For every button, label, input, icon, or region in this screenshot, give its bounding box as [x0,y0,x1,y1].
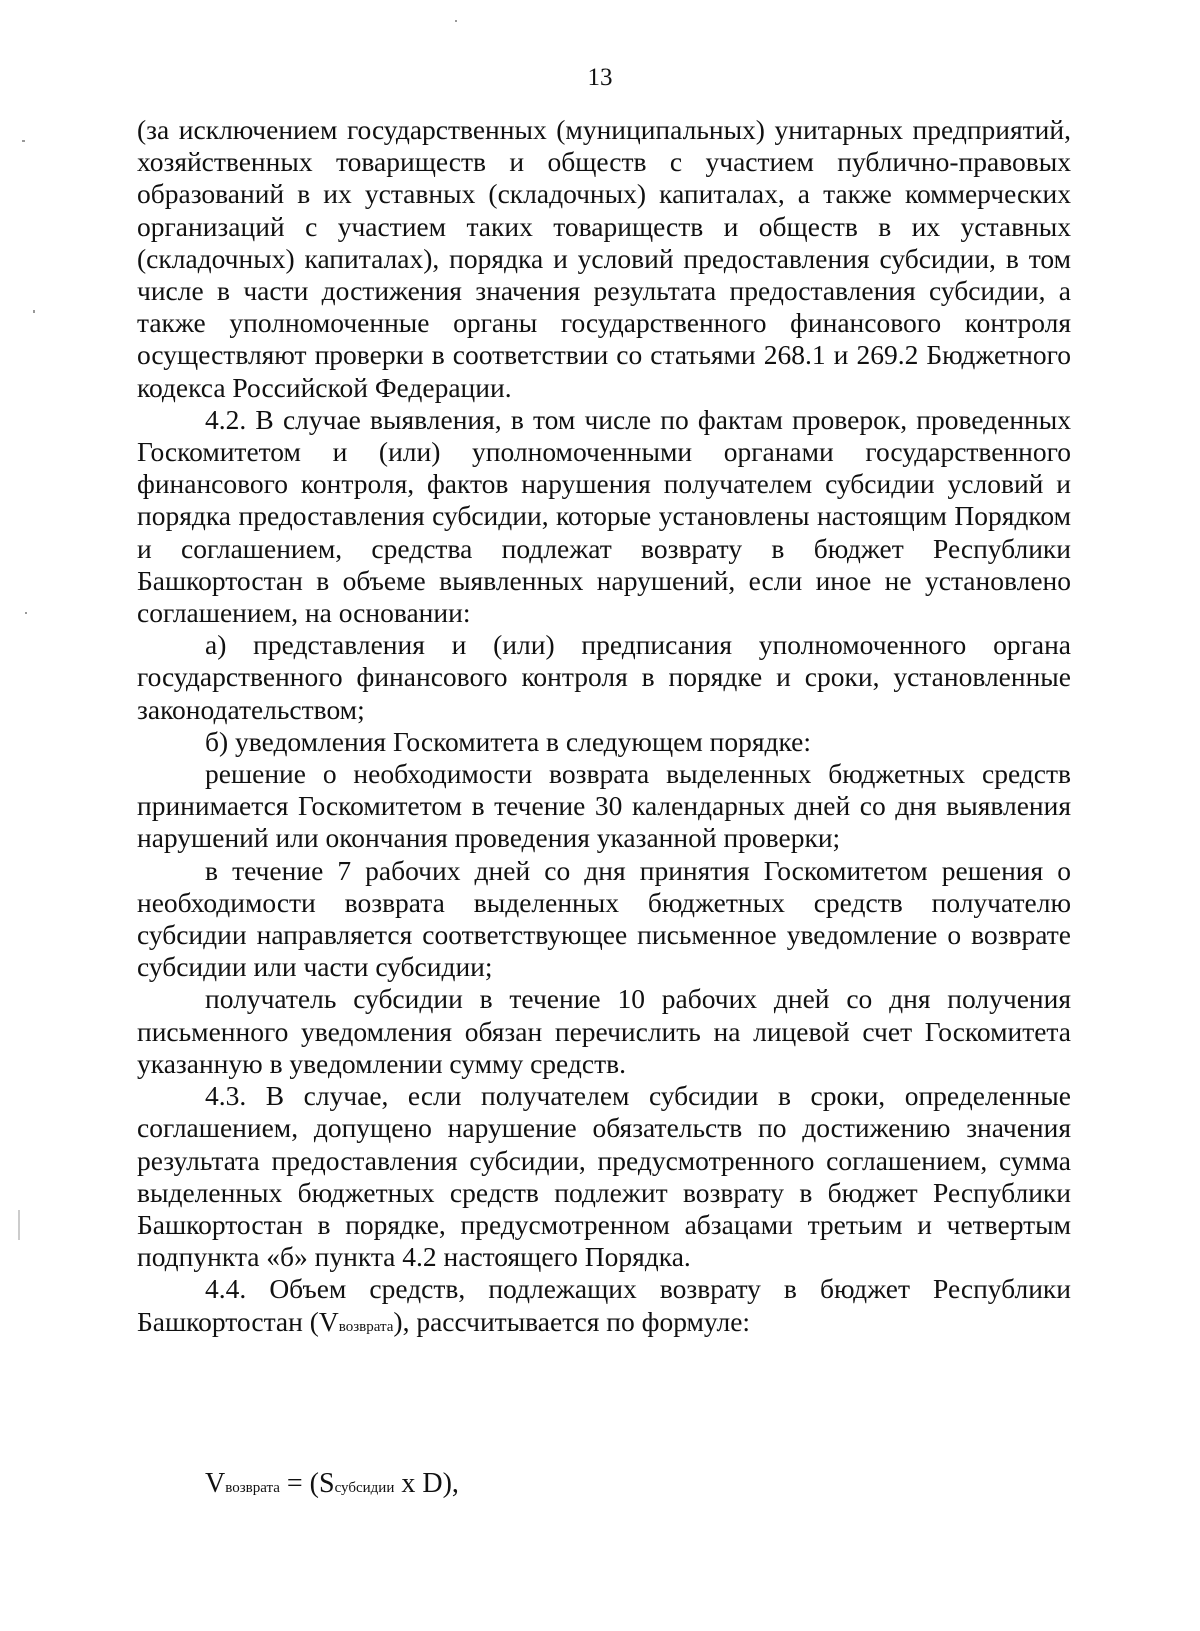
formula-v-subscript: возврата [225,1480,280,1496]
page-number: 13 [587,64,613,91]
paragraph-item-a: а) представления и (или) предписания уполномоченного органа государственного финансового контроля в порядке и сроки, установленные законодательством; [137,629,1071,725]
formula [205,1468,459,1500]
paragraph-4-3: 4.3. В случае, если получателем субсидии в сроки, определенные соглашением, допущено нарушение обязательств по достижению значения результата предоставления субсидии, предусмотренного соглашением, сумма выделенных бюджетных средств подлежит возврату в бюджет Республики Башкортостан в порядке, предусмотренном абзацами третьим и четвертым подпункта «б» пункта 4.2 настоящего Порядка. [137,1080,1071,1273]
scan-mark [33,310,35,313]
p44-subscript: возврата [338,1318,394,1335]
scan-mark [22,140,25,142]
paragraph-4-2: 4.2. В случае выявления, в том числе по фактам проверок, проведенных Госкомитетом и (или) уполномоченными органами государственного финансового контроля, фактов нарушения получателем субсидии условий и порядка предоставления субсидии, которые установлены настоящим Порядком и соглашением, средства подлежат возврату в бюджет Республики Башкортостан в объеме выявленных нарушений, если иное не установлено соглашением, на основании: [137,403,1071,629]
document-body [137,114,1071,1343]
paragraph-continuation: (за исключением государственных (муниципальных) унитарных предприятий, хозяйственных товариществ и обществ с участием публично-правовых образований в их уставных (складочных) капиталах, а также коммерческих организаций с участием таких товариществ и обществ в их уставных (складочных) капиталах), порядка и условий предоставления субсидии, в том числе в части достижения значения результата предоставления субсидии, а также уполномоченные органы государственного финансового контроля осуществляют проверки в соответствии со статьями 268.1 и 269.2 Бюджетного кодекса Российской Федерации. [137,114,1071,403]
paragraph-notification: в течение 7 рабочих дней со дня принятия Госкомитетом решения о необходимости возврата выделенных бюджетных средств получателю субсидии направляется соответствующее письменное уведомление о возврате субсидии или части субсидии; [137,854,1071,983]
paragraph-recipient-transfer: получатель субсидии в течение 10 рабочих дней со дня получения письменного уведомления обязан перечислить на лицевой счет Госкомитета указанную в уведомлении сумму средств. [137,983,1071,1079]
paragraph-decision: решение о необходимости возврата выделенных бюджетных средств принимается Госкомитетом в течение 30 календарных дней со дня выявления нарушений или окончания проведения указанной проверки; [137,758,1071,854]
paragraph-item-b: б) уведомления Госкомитета в следующем порядке: [205,725,811,757]
p44-end: ), рассчитывается по формуле: [393,1305,751,1337]
paragraph-4-4 [137,1273,1071,1342]
formula-v: V [205,1468,226,1499]
scan-mark [455,20,457,22]
scan-mark [18,1210,20,1240]
scan-mark [25,612,27,614]
formula-eq: = (S [279,1468,335,1499]
formula-s-subscript: субсидии [334,1480,395,1496]
formula-rest: x D), [394,1468,459,1499]
p44-start: 4.4. Объем средств, подлежащих возврату в бюджет Республики Башкортостан (V [137,1273,1071,1337]
